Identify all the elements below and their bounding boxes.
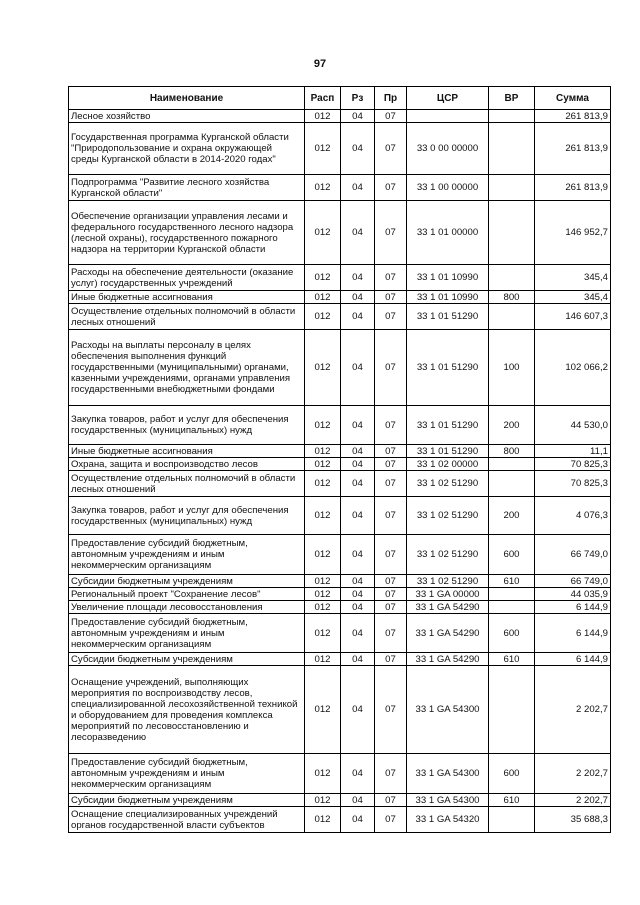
row-csr: 33 1 02 51290 [407, 535, 489, 575]
row-pr: 07 [375, 458, 407, 471]
row-csr: 33 1 01 51290 [407, 445, 489, 458]
table-row [69, 471, 611, 497]
row-name: Расходы на обеспечение деятельности (оказание услуг) государственных учреждений [69, 265, 305, 291]
row-rz: 04 [341, 265, 375, 291]
row-vr: 100 [489, 330, 535, 406]
table-row [69, 588, 611, 601]
row-csr: 33 0 00 00000 [407, 123, 489, 175]
row-csr: 33 1 02 51290 [407, 575, 489, 588]
row-vr [489, 471, 535, 497]
row-pr: 07 [375, 754, 407, 794]
row-name: Предоставление субсидий бюджетным, автономным учреждениям и иным некоммерческим организациям [69, 614, 305, 653]
row-vr: 200 [489, 497, 535, 535]
row-name: Предоставление субсидий бюджетным, автономным учреждениям и иным некоммерческим организациям [69, 535, 305, 575]
row-pr: 07 [375, 406, 407, 445]
table-row [69, 175, 611, 201]
row-name: Закупка товаров, работ и услуг для обеспечения государственных (муниципальных) нужд [69, 497, 305, 535]
row-rz: 04 [341, 614, 375, 653]
row-rz: 04 [341, 653, 375, 666]
row-rasp: 012 [305, 445, 341, 458]
row-sum: 345,4 [535, 265, 611, 291]
row-sum: 70 825,3 [535, 471, 611, 497]
table-row [69, 601, 611, 614]
row-name: Предоставление субсидий бюджетным, автономным учреждениям и иным некоммерческим организациям [69, 754, 305, 794]
table-row [69, 445, 611, 458]
row-rasp: 012 [305, 653, 341, 666]
row-csr [407, 110, 489, 123]
row-csr: 33 1 01 51290 [407, 304, 489, 330]
row-vr: 600 [489, 614, 535, 653]
row-rz: 04 [341, 291, 375, 304]
row-name: Субсидии бюджетным учреждениям [69, 653, 305, 666]
row-rasp: 012 [305, 304, 341, 330]
row-pr: 07 [375, 201, 407, 265]
table-row [69, 265, 611, 291]
row-vr [489, 588, 535, 601]
row-rz: 04 [341, 575, 375, 588]
row-vr: 610 [489, 575, 535, 588]
row-rasp: 012 [305, 110, 341, 123]
row-vr: 610 [489, 653, 535, 666]
row-name: Закупка товаров, работ и услуг для обеспечения государственных (муниципальных) нужд [69, 406, 305, 445]
row-rz: 04 [341, 535, 375, 575]
row-sum: 261 813,9 [535, 110, 611, 123]
table-row [69, 304, 611, 330]
row-rasp: 012 [305, 754, 341, 794]
row-pr: 07 [375, 653, 407, 666]
row-sum: 4 076,3 [535, 497, 611, 535]
row-name: Иные бюджетные ассигнования [69, 291, 305, 304]
row-sum: 6 144,9 [535, 614, 611, 653]
header-name: Наименование [69, 87, 305, 110]
row-name: Субсидии бюджетным учреждениям [69, 575, 305, 588]
row-vr: 800 [489, 445, 535, 458]
row-vr [489, 265, 535, 291]
row-name: Расходы на выплаты персоналу в целях обеспечения выполнения функций государственными (муниципальными) органами, казенными учреждениями, органами управления государственными внебюджетными фондами [69, 330, 305, 406]
row-name: Оснащение специализированных учреждений органов государственной власти субъектов [69, 807, 305, 833]
row-pr: 07 [375, 614, 407, 653]
row-vr [489, 666, 535, 754]
row-vr [489, 601, 535, 614]
row-pr: 07 [375, 330, 407, 406]
row-pr: 07 [375, 175, 407, 201]
row-name: Подпрограмма "Развитие лесного хозяйства Курганской области" [69, 175, 305, 201]
row-rasp: 012 [305, 601, 341, 614]
row-rz: 04 [341, 497, 375, 535]
row-rasp: 012 [305, 406, 341, 445]
row-pr: 07 [375, 588, 407, 601]
row-rasp: 012 [305, 666, 341, 754]
row-sum: 44 035,9 [535, 588, 611, 601]
row-vr [489, 123, 535, 175]
row-pr: 07 [375, 807, 407, 833]
row-rz: 04 [341, 445, 375, 458]
row-name: Охрана, защита и воспроизводство лесов [69, 458, 305, 471]
row-name: Увеличение площади лесовосстановления [69, 601, 305, 614]
table-row [69, 123, 611, 175]
row-vr [489, 807, 535, 833]
row-csr: 33 1 GA 54290 [407, 601, 489, 614]
row-sum: 44 530,0 [535, 406, 611, 445]
row-rasp: 012 [305, 471, 341, 497]
table-row [69, 794, 611, 807]
row-sum: 70 825,3 [535, 458, 611, 471]
table-row [69, 807, 611, 833]
row-csr: 33 1 01 51290 [407, 406, 489, 445]
table-row [69, 575, 611, 588]
row-rasp: 012 [305, 291, 341, 304]
table-row [69, 458, 611, 471]
row-sum: 6 144,9 [535, 601, 611, 614]
row-rz: 04 [341, 601, 375, 614]
row-csr: 33 1 GA 00000 [407, 588, 489, 601]
row-csr: 33 1 01 10990 [407, 265, 489, 291]
row-vr [489, 175, 535, 201]
row-rasp: 012 [305, 535, 341, 575]
row-csr: 33 1 GA 54290 [407, 614, 489, 653]
row-sum: 66 749,0 [535, 575, 611, 588]
row-rz: 04 [341, 123, 375, 175]
header-rz: Рз [341, 87, 375, 110]
table-row [69, 110, 611, 123]
row-rasp: 012 [305, 265, 341, 291]
row-pr: 07 [375, 123, 407, 175]
row-sum: 35 688,3 [535, 807, 611, 833]
row-vr: 200 [489, 406, 535, 445]
header-pr: Пр [375, 87, 407, 110]
row-csr: 33 1 02 51290 [407, 471, 489, 497]
row-sum: 102 066,2 [535, 330, 611, 406]
row-pr: 07 [375, 265, 407, 291]
row-rz: 04 [341, 330, 375, 406]
table-row [69, 754, 611, 794]
page-number: 97 [313, 58, 327, 70]
header-rasp: Расп [305, 87, 341, 110]
row-pr: 07 [375, 497, 407, 535]
row-sum: 11,1 [535, 445, 611, 458]
row-name: Лесное хозяйство [69, 110, 305, 123]
row-rz: 04 [341, 807, 375, 833]
table-row [69, 666, 611, 754]
row-sum: 6 144,9 [535, 653, 611, 666]
header-vr: ВР [489, 87, 535, 110]
row-rz: 04 [341, 458, 375, 471]
row-rz: 04 [341, 406, 375, 445]
row-pr: 07 [375, 291, 407, 304]
row-csr: 33 1 GA 54300 [407, 754, 489, 794]
row-rasp: 012 [305, 497, 341, 535]
row-sum: 146 952,7 [535, 201, 611, 265]
row-pr: 07 [375, 535, 407, 575]
row-rasp: 012 [305, 794, 341, 807]
row-pr: 07 [375, 794, 407, 807]
table-row [69, 614, 611, 653]
row-name: Иные бюджетные ассигнования [69, 445, 305, 458]
row-rz: 04 [341, 754, 375, 794]
row-pr: 07 [375, 304, 407, 330]
row-name: Обеспечение организации управления лесами и федерального государственного лесного надзора (лесной охраны), государственного пожарного надзора на территории Курганской области [69, 201, 305, 265]
row-name: Региональный проект "Сохранение лесов" [69, 588, 305, 601]
table-row [69, 330, 611, 406]
row-csr: 33 1 GA 54300 [407, 666, 489, 754]
row-sum: 2 202,7 [535, 754, 611, 794]
table-row [69, 535, 611, 575]
row-vr: 610 [489, 794, 535, 807]
row-pr: 07 [375, 575, 407, 588]
row-name: Оснащение учреждений, выполняющих мероприятия по воспроизводству лесов, специализированной лесохозяйственной техникой и оборудованием для проведения комплекса мероприятий по лесовосстановлению и лесоразведению [69, 666, 305, 754]
table-header-row [69, 87, 611, 110]
row-csr: 33 1 GA 54300 [407, 794, 489, 807]
row-rasp: 012 [305, 614, 341, 653]
table-row [69, 406, 611, 445]
table-row [69, 653, 611, 666]
row-csr: 33 1 00 00000 [407, 175, 489, 201]
row-vr: 800 [489, 291, 535, 304]
row-sum: 261 813,9 [535, 123, 611, 175]
row-csr: 33 1 GA 54320 [407, 807, 489, 833]
row-sum: 2 202,7 [535, 794, 611, 807]
row-csr: 33 1 02 51290 [407, 497, 489, 535]
row-sum: 66 749,0 [535, 535, 611, 575]
row-rasp: 012 [305, 588, 341, 601]
row-rz: 04 [341, 175, 375, 201]
table-row [69, 201, 611, 265]
row-rasp: 012 [305, 123, 341, 175]
row-vr [489, 304, 535, 330]
row-name: Государственная программа Курганской области "Природопользование и охрана окружающей среды Курганской области в 2014-2020 годах" [69, 123, 305, 175]
table-row [69, 497, 611, 535]
row-name: Осуществление отдельных полномочий в области лесных отношений [69, 471, 305, 497]
row-rz: 04 [341, 794, 375, 807]
row-rz: 04 [341, 666, 375, 754]
row-pr: 07 [375, 601, 407, 614]
row-name: Субсидии бюджетным учреждениям [69, 794, 305, 807]
row-rasp: 012 [305, 458, 341, 471]
row-pr: 07 [375, 471, 407, 497]
row-csr: 33 1 01 10990 [407, 291, 489, 304]
row-sum: 146 607,3 [535, 304, 611, 330]
row-pr: 07 [375, 666, 407, 754]
row-csr: 33 1 02 00000 [407, 458, 489, 471]
row-vr: 600 [489, 535, 535, 575]
row-rz: 04 [341, 304, 375, 330]
row-sum: 345,4 [535, 291, 611, 304]
row-pr: 07 [375, 110, 407, 123]
row-rasp: 012 [305, 175, 341, 201]
row-sum: 261 813,9 [535, 175, 611, 201]
row-rasp: 012 [305, 201, 341, 265]
row-vr [489, 110, 535, 123]
row-rz: 04 [341, 471, 375, 497]
row-rasp: 012 [305, 330, 341, 406]
row-rz: 04 [341, 588, 375, 601]
row-csr: 33 1 01 00000 [407, 201, 489, 265]
row-vr: 600 [489, 754, 535, 794]
row-rz: 04 [341, 110, 375, 123]
row-vr [489, 458, 535, 471]
row-rasp: 012 [305, 807, 341, 833]
row-sum: 2 202,7 [535, 666, 611, 754]
row-csr: 33 1 01 51290 [407, 330, 489, 406]
row-name: Осуществление отдельных полномочий в области лесных отношений [69, 304, 305, 330]
header-csr: ЦСР [407, 87, 489, 110]
row-csr: 33 1 GA 54290 [407, 653, 489, 666]
budget-table [68, 86, 611, 833]
row-rasp: 012 [305, 575, 341, 588]
row-vr [489, 201, 535, 265]
row-rz: 04 [341, 201, 375, 265]
table-row [69, 291, 611, 304]
header-sum: Сумма [535, 87, 611, 110]
row-pr: 07 [375, 445, 407, 458]
